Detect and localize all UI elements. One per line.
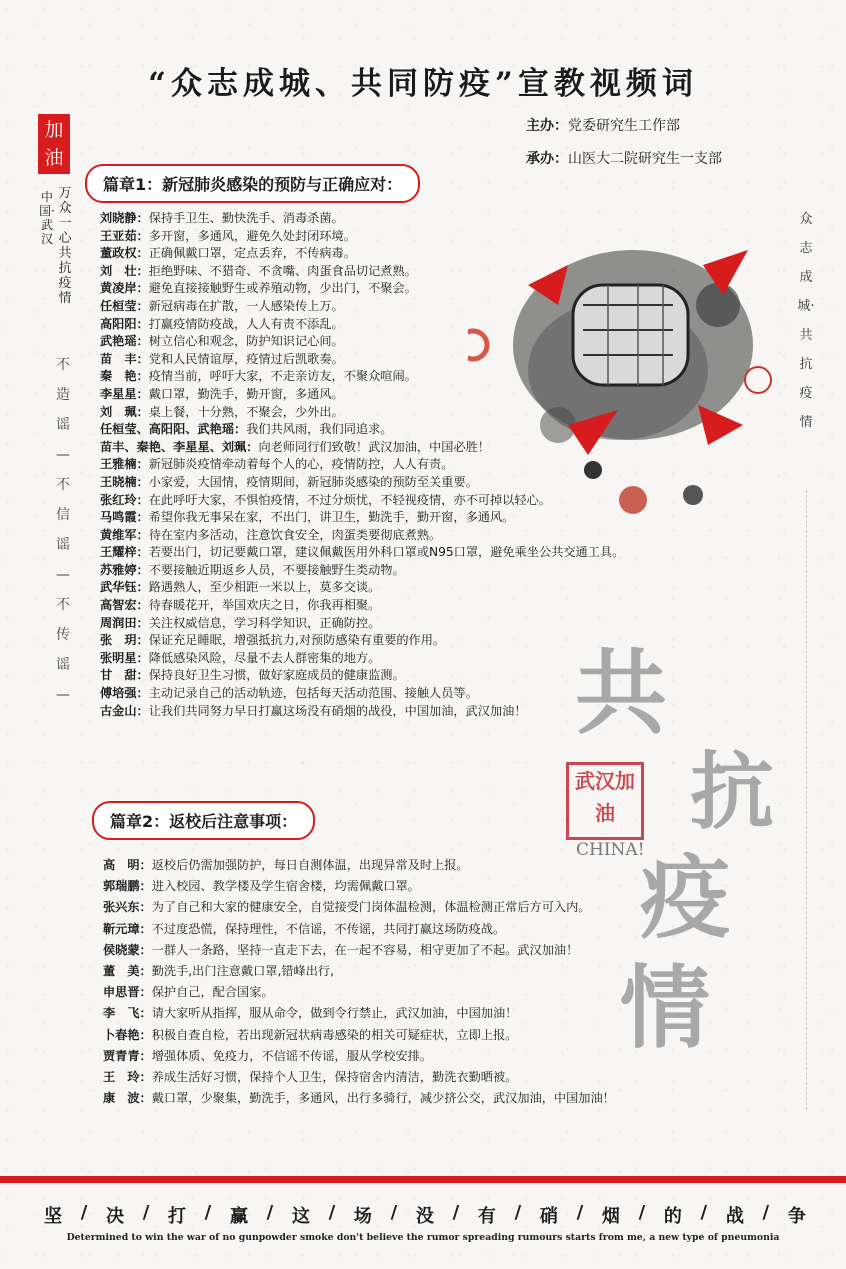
speaker-name: 申思晋： (103, 985, 152, 1000)
dialogue-line (100, 703, 624, 721)
dialogue-line (100, 404, 624, 422)
speaker-name: 周润田： (100, 615, 149, 630)
line-text: 不要接触近期返乡人员，不要接触野生类动物。 (148, 562, 405, 577)
dialogue-line (100, 263, 624, 281)
line-text: 正确佩戴口罩，定点丢弃，不传病毒。 (148, 246, 356, 261)
bottom-slogan-english: Determined to win the war of no gunpowder smoke don't believe the rumor spreading rumours starts from me, a new type of pneumonia (66, 1232, 780, 1243)
speaker-name: 傅培强： (100, 686, 149, 701)
dialogue-line (100, 228, 624, 246)
line-text: 保护自己，配合国家。 (151, 985, 274, 1000)
dialogue-line (103, 897, 615, 918)
line-text: 希望你我无事呆在家，不出门，讲卫生，勤洗手，勤开窗，多通风。 (148, 510, 515, 525)
line-text: 返校后仍需加强防护，每日自测体温，出现异常及时上报。 (151, 858, 469, 872)
speaker-name: 苗丰、秦艳、李星星、刘珮： (100, 439, 259, 454)
dialogue-line (100, 368, 624, 386)
speaker-name: 张兴东： (103, 900, 152, 915)
line-text: 让我们共同努力早日打赢这场没有硝烟的战役，中国加油，武汉加油！ (148, 703, 527, 718)
dialogue-line (103, 961, 615, 982)
speaker-name: 王亚茹： (100, 228, 149, 243)
dialogue-line (100, 562, 624, 580)
right-vertical-slogan: 众志成城·共抗疫情 (797, 212, 815, 430)
line-text: 一群人一条路，坚持一直走下去，在一起不容易，相守更加了不起。武汉加油！ (151, 942, 579, 957)
slogan-separator: / (204, 1202, 212, 1223)
speaker-name: 张明星： (100, 650, 149, 665)
slogan-separator: / (390, 1202, 398, 1223)
line-text: 关注权威信息，学习科学知识，正确防控。 (148, 615, 381, 630)
dialogue-line (103, 1003, 615, 1024)
speaker-name: 刘 壮： (100, 263, 149, 278)
line-text: 积极自查自检，若出现新冠状病毒感染的相关可疑症状，立即上报。 (151, 1027, 518, 1042)
speaker-name: 高智宏： (100, 598, 149, 613)
slogan-char: 烟 (601, 1206, 620, 1227)
line-text: 避免直接接触野生或养殖动物，少出门，不聚会。 (148, 281, 417, 296)
bottom-slogan (44, 1202, 806, 1228)
speaker-name: 康 波： (103, 1091, 152, 1106)
line-text: 待春暖花开，举国欢庆之日，你我再相聚。 (148, 598, 381, 613)
slogan-char: 赢 (229, 1206, 248, 1227)
line-text: 小家爱，大国情，疫情期间，新冠肺炎感染的预防至关重要。 (148, 474, 478, 489)
slogan-char: 战 (725, 1206, 744, 1227)
line-text: 养成生活好习惯，保持个人卫生，保持宿舍内清洁，勤洗衣勤晒被。 (151, 1070, 518, 1085)
line-text: 戴口罩，勤洗手，勤开窗，多通风。 (148, 386, 344, 401)
speaker-name: 张红玲： (100, 492, 149, 507)
line-text: 拒绝野味、不猎奇、不贪嘴、肉蛋食品切记煮熟。 (148, 263, 417, 278)
dialogue-line (100, 280, 624, 298)
slogan-char: 决 (105, 1206, 124, 1227)
left-rumor-slogan: 不造谣—不信谣—不传谣— (56, 357, 70, 703)
dialogue-line (100, 298, 624, 316)
speaker-name: 苗 丰： (100, 351, 149, 366)
left-slogan-vertical-text: 万众一心共抗疫情 (58, 186, 72, 306)
speaker-name: 甘 甜： (100, 668, 149, 683)
speaker-name: 董 美： (103, 964, 152, 979)
speaker-name: 刘 珮： (100, 404, 149, 419)
slogan-separator: / (328, 1202, 336, 1223)
dialogue-line (100, 544, 624, 562)
speaker-name: 董政权： (100, 246, 149, 261)
slogan-char: 这 (291, 1206, 310, 1227)
organizer-label: 主办： (526, 118, 568, 134)
dialogue-line (100, 386, 624, 404)
line-text: 在此呼吁大家，不惧怕疫情，不过分烦忧，不轻视疫情，亦不可掉以轻心。 (148, 492, 551, 507)
line-text: 疫情当前，呼吁大家，不走亲访友，不聚众喧闹。 (148, 369, 417, 384)
slogan-char: 坚 (44, 1206, 62, 1227)
slogan-separator: / (80, 1202, 88, 1223)
slogan-char: 场 (353, 1206, 372, 1227)
line-text: 增强体质、免疫力，不信谣不传谣，服从学校安排。 (151, 1048, 433, 1063)
dialogue-line (100, 685, 624, 703)
speaker-name: 王晓楠： (100, 474, 149, 489)
dialogue-line (103, 1046, 615, 1067)
dialogue-line (100, 579, 624, 597)
line-text: 多开窗，多通风，避免久处封闭环境。 (148, 228, 356, 243)
co-organizer (526, 148, 722, 168)
slogan-separator: / (700, 1202, 708, 1223)
line-text: 我们共风雨，我们同追求。 (246, 422, 393, 437)
chapter1-header: 篇章1：新冠肺炎感染的预防与正确应对： (85, 164, 420, 203)
slogan-separator: / (576, 1202, 584, 1223)
line-text: 保持手卫生、勤快洗手、消毒杀菌。 (148, 211, 344, 225)
dialogue-line (103, 855, 615, 876)
dialogue-line (103, 1025, 615, 1046)
slogan-separator: / (638, 1202, 646, 1223)
speaker-name: 武华钰： (100, 580, 149, 595)
speaker-name: 李星星： (100, 386, 149, 401)
dialogue-line (103, 876, 615, 897)
speaker-name: 高阳阳： (100, 316, 149, 331)
speaker-name: 靳元璋： (103, 921, 152, 936)
line-text: 新冠病毒在扩散，一人感染传上万。 (148, 298, 344, 313)
red-divider-bar (0, 1176, 846, 1183)
slogan-separator: / (514, 1202, 522, 1223)
line-text: 为了自己和大家的健康安全，自觉接受门岗体温检测，体温检测正常后方可入内。 (151, 900, 591, 915)
speaker-name: 王雅楠： (100, 457, 149, 472)
line-text: 勤洗手,出门注意戴口罩,错峰出行, (151, 964, 334, 979)
line-text: 不过度恐慌，保持理性，不信谣，不传谣，共同打赢这场防疫战。 (151, 921, 506, 936)
speaker-name: 郭瑞鹏： (103, 879, 152, 894)
big-char-qing: 情 (620, 955, 710, 1061)
dialogue-line (100, 333, 624, 351)
left-small-vertical-text: 中国·武汉 (39, 190, 55, 246)
line-text: 进入校园、教学楼及学生宿舍楼，均需佩戴口罩。 (151, 879, 420, 894)
big-char-yi: 疫 (640, 845, 730, 951)
slogan-char: 的 (663, 1206, 682, 1227)
speaker-name: 武艳瑶： (100, 334, 149, 349)
speaker-name: 黄维军： (100, 527, 149, 542)
speaker-name: 李 飞： (103, 1006, 152, 1021)
speaker-name: 马鸣霞： (100, 510, 149, 525)
line-text: 桌上餐，十分熟，不聚会，少外出。 (148, 404, 344, 419)
line-text: 待在室内多活动，注意饮食安全，肉蛋类要彻底煮熟。 (148, 527, 442, 542)
chapter2-lines (103, 855, 615, 1109)
line-text: 路遇熟人，至少相距一米以上，莫多交谈。 (148, 580, 381, 595)
line-text: 保持良好卫生习惯，做好家庭成员的健康监测。 (148, 668, 405, 683)
dialogue-line (103, 919, 615, 940)
chapter2-header: 篇章2：返校后注意事项： (92, 801, 315, 840)
co-organizer-label: 承办： (526, 151, 568, 167)
slogan-separator: / (452, 1202, 460, 1223)
dialogue-line (100, 316, 624, 334)
speaker-name: 黄凌岸： (100, 281, 149, 296)
speaker-name: 任桓莹、高阳阳、武艳瑶： (100, 422, 247, 437)
dialogue-line (100, 509, 624, 527)
dialogue-line (100, 650, 624, 668)
speaker-name: 王 玲： (103, 1070, 152, 1085)
dialogue-line (100, 527, 624, 545)
dialogue-line (100, 597, 624, 615)
dialogue-line (100, 474, 624, 492)
speaker-name: 苏雅婷： (100, 562, 149, 577)
line-text: 树立信心和观念，防护知识记心间。 (148, 334, 344, 349)
chapter1-lines (100, 210, 624, 720)
speaker-name: 刘晓静： (100, 211, 149, 225)
speaker-name: 古金山： (100, 703, 149, 718)
slogan-char: 硝 (539, 1206, 558, 1227)
line-text: 保证充足睡眠，增强抵抗力,对预防感染有重要的作用。 (148, 633, 446, 648)
speaker-name: 王耀梓： (100, 545, 149, 560)
wuhan-jiayou-stamp: 武汉加油 (566, 762, 644, 840)
page-title: “众志成城、共同防疫”宣教视频词 (148, 66, 698, 102)
dashed-divider (806, 490, 809, 1110)
slogan-char: 没 (415, 1206, 434, 1227)
dialogue-line (100, 421, 624, 439)
dialogue-line (103, 1067, 615, 1088)
big-char-kang: 抗 (690, 742, 775, 841)
slogan-char: 争 (787, 1206, 806, 1227)
speaker-name: 贾青青： (103, 1048, 152, 1063)
dialogue-line (103, 1088, 615, 1109)
dialogue-line (100, 439, 624, 457)
organizer-value: 党委研究生工作部 (568, 118, 680, 134)
line-text: 向老师同行们致敬！武汉加油，中国必胜！ (258, 439, 490, 454)
line-text: 若要出门，切记要戴口罩，建议佩戴医用外科口罩或N95口罩，避免乘坐公共交通工具。 (148, 545, 625, 560)
dialogue-line (100, 210, 624, 228)
line-text: 党和人民情谊厚，疫情过后凯歌奏。 (148, 351, 344, 366)
line-text: 主动记录自己的活动轨迹，包括每天活动范围、接触人员等。 (148, 686, 478, 701)
slogan-separator: / (142, 1202, 150, 1223)
dialogue-line (100, 667, 624, 685)
big-char-gong: 共 (575, 639, 668, 747)
speaker-name: 任桓莹： (100, 298, 149, 313)
speaker-name: 秦 艳： (100, 369, 149, 384)
line-text: 请大家听从指挥，服从命令，做到令行禁止，武汉加油，中国加油！ (151, 1006, 518, 1021)
jiayou-badge: 加油 (38, 114, 70, 174)
dialogue-line (100, 492, 624, 510)
slogan-separator: / (266, 1202, 274, 1223)
co-organizer-value: 山医大二院研究生一支部 (568, 151, 722, 167)
slogan-char: 有 (477, 1206, 496, 1227)
slogan-separator: / (762, 1202, 770, 1223)
dialogue-line (100, 632, 624, 650)
dialogue-line (103, 940, 615, 961)
speaker-name: 侯晓蒙： (103, 942, 152, 957)
organizer (526, 115, 680, 135)
line-text: 新冠肺炎疫情牵动着每个人的心，疫情防控，人人有责。 (148, 457, 454, 472)
speaker-name: 高 明： (103, 858, 152, 872)
china-text: CHINA! (576, 840, 645, 860)
line-text: 打赢疫情防疫战，人人有责不添乱。 (148, 316, 344, 331)
dialogue-line (103, 982, 615, 1003)
dialogue-line (100, 615, 624, 633)
line-text: 戴口罩，少聚集，勤洗手，多通风，出行多骑行，减少挤公交，武汉加油，中国加油！ (151, 1091, 615, 1106)
speaker-name: 张 玥： (100, 633, 149, 648)
slogan-char: 打 (167, 1206, 186, 1227)
line-text: 降低感染风险，尽量不去人群密集的地方。 (148, 650, 381, 665)
dialogue-line (100, 456, 624, 474)
dialogue-line (100, 245, 624, 263)
dialogue-line (100, 351, 624, 369)
speaker-name: 卜春艳： (103, 1027, 152, 1042)
